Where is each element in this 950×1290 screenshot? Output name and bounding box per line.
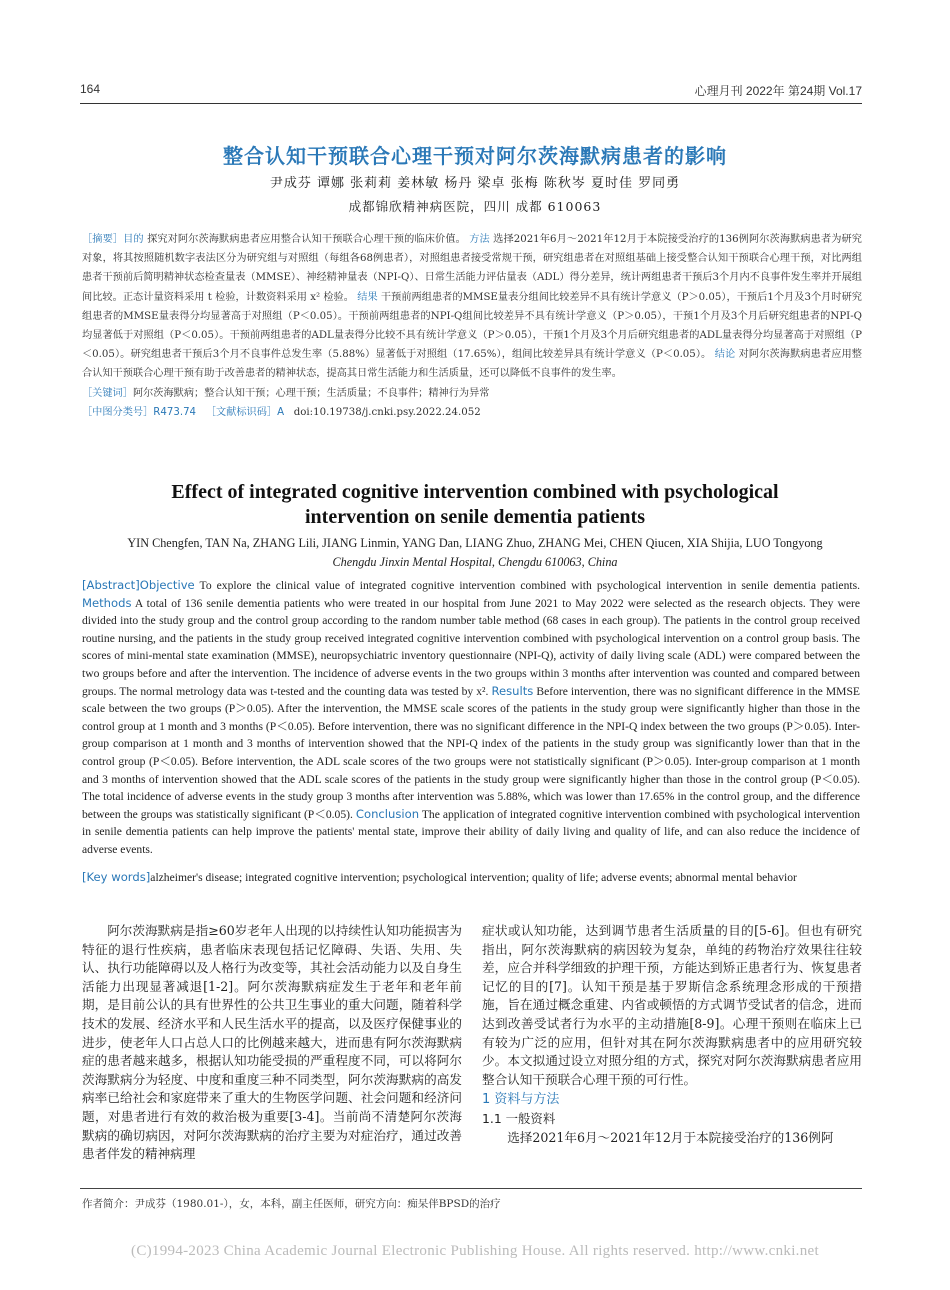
abstract-objective-label: ［摘要］目的	[82, 234, 144, 245]
abstract-conclusion-label: 结论	[714, 349, 736, 361]
header-rule	[80, 103, 862, 104]
copyright-watermark: (C)1994-2023 China Academic Journal Electronic Publishing House. All rights reserved. http://www.cnki.net	[131, 1243, 819, 1259]
doi: doi:10.19738/j.cnki.psy.2022.24.052	[293, 406, 481, 418]
abstract-methods: 选择2021年6月～2021年12月于本院接受治疗的136例阿尔茨海默病患者为研究对象，将其按照随机数字表法区分为研究组与对照组（每组各68例患者），对照组患者接受常规干预，研究组患者在对照组基础上接受整合认知干预联合心理干预，对比两组患者干预前后简明精神状态检查量表（MMSE）、神经精神量表（NPI-Q）、日常生活能力评估量表（ADL）得分差异，统计两组患者干预后3个月内不良事件发生率并开展组间比较。正态计量资料采用 t 检验，计数资料采用 x² 检验。	[82, 234, 862, 303]
en-keywords: alzheimer's disease; integrated cognitive intervention; psychological intervention; quality of life; adverse events; abnormal mental behavior	[150, 870, 797, 884]
english-abstract	[82, 577, 860, 886]
author-footnote: 作者简介：尹成芬（1980.01-），女，本科，副主任医师，研究方向：痴呆伴BPSD的治疗	[82, 1198, 501, 1210]
doc-code-label: ［文献标识码］A	[205, 406, 285, 418]
en-results-label: Results	[491, 683, 534, 698]
journal-info: 心理月刊 2022年 第24期 Vol.17	[694, 84, 862, 98]
section-heading-1-1: 1.1 一般资料	[482, 1110, 556, 1126]
chinese-title: 整合认知干预联合心理干预对阿尔茨海默病患者的影响	[223, 144, 727, 168]
english-title-line1: Effect of integrated cognitive intervention combined with psychological	[171, 481, 779, 503]
intro-paragraph-right: 症状或认知功能，达到调节患者生活质量的目的[5-6]。但也有研究指出，阿尔茨海默病的病因较为复杂，单纯的药物治疗效果往往较差，应合并科学细致的护理干预，方能达到矫正患者行为、恢复患者记忆的目的[7]。认知干预是基于罗斯信念系统理念形成的干预措施，旨在通过概念重建、内省或顿悟的方式调节受试者的信念，进而达到改善受试者行为水平的主动措施[8-9]。心理干预则在临床上已有较为广泛的应用，但针对其在阿尔茨海默病患者中的应用研究较少。本文拟通过设立对照分组的方式，探究对阿尔茨海默病患者应用整合认知干预联合心理干预的可行性。	[482, 923, 862, 1087]
abstract-conclusion: 对阿尔茨海默病患者应用整合认知干预联合心理干预有助于改善患者的精神状态，提高其日常生活能力和生活质量，还可以降低不良事件的发生率。	[82, 349, 862, 380]
running-header	[80, 82, 862, 102]
en-objective: To explore the clinical value of integrated cognitive intervention combined with psychological intervention in senile dementia patients.	[194, 579, 860, 592]
english-title	[0, 480, 950, 530]
en-methods-label: Methods	[82, 595, 132, 610]
english-keywords-line	[82, 869, 860, 887]
classification-line	[82, 403, 862, 422]
keywords: 阿尔茨海默病；整合认知干预；心理干预；生活质量；不良事件；精神行为异常	[132, 387, 490, 399]
abstract-methods-label: 方法	[469, 234, 490, 245]
methods-paragraph: 选择2021年6月～2021年12月于本院接受治疗的136例阿	[507, 1129, 834, 1145]
body-left-column	[82, 922, 462, 1164]
en-objective-label: [Abstract]Objective	[82, 578, 195, 592]
en-methods: A total of 136 senile dementia patients who were treated in our hospital from June 2021 to May 2022 were selected as the research objects. They were divided into the study group and the control group according to the random number table method (68 cases in each group). The patients in the control group received routine nursing, and the patients in the study group received integrated cognitive intervention combined with psychological intervention on a control group basis. The scores of mini-mental state examination (MMSE), neuropsychiatric inventory questionnaire (NPI-Q), activity of daily living scale (ADL) were compared between the two groups before and after the intervention. The incidence of adverse events in the two groups within 3 months after intervention was counted and compared between groups. The normal metrology data was t-tested and the counting data was tested by x².	[82, 596, 860, 698]
english-title-line2: intervention on senile dementia patients	[305, 506, 645, 528]
intro-paragraph-left: 阿尔茨海默病是指≥60岁老年人出现的以持续性认知功能损害为特征的退行性疾病，患者临床表现包括记忆障碍、失语、失用、失认、执行功能障碍以及人格行为改变等，其社会活动能力以及自身生活能力出现显著减退[1-2]。阿尔茨海默病症发生于老年和老年前期，是目前公认的具有世界性的公共卫生事业的重大问题，随着科学技术的发展、经济水平和人民生活水平的提高，以及医疗保健事业的进步，使老年人口占总人口的比例越来越大，进而患有阿尔茨海默病症的患者越来越多，根据认知功能受损的严重程度不同，可以将阿尔茨海默病分为轻度、中度和重度三种不同类型，阿尔茨海默病的高发病率已给社会和家庭带来了重大的生物医学问题、社会问题和经济问题，对患者进行有效的救治极为重要[3-4]。当前尚不清楚阿尔茨海默病的确切病因，对阿尔茨海默病的治疗主要为对症治疗，通过改善患者伴发的精神病理	[82, 923, 462, 1162]
english-authors: YIN Chengfen, TAN Na, ZHANG Lili, JIANG Linmin, YANG Dan, LIANG Zhuo, ZHANG Mei, CHEN Qiucen, XIA Shijia, LUO Tongyong	[127, 536, 823, 550]
en-conclusion: The application of integrated cognitive intervention combined with psychological intervention in senile dementia patients can help improve the patients' mental state, improve their ability of daily living and quality of life, and can also reduce the incidence of adverse events.	[82, 807, 860, 856]
en-keywords-label: [Key words]	[82, 869, 151, 884]
section-heading-1: 1 资料与方法	[482, 1092, 560, 1108]
chinese-abstract	[82, 230, 862, 422]
page-number: 164	[80, 82, 101, 96]
keywords-label: ［关键词］	[82, 387, 133, 399]
en-conclusion-label: Conclusion	[355, 806, 420, 821]
abstract-objective: 探究对阿尔茨海默病患者应用整合认知干预联合心理干预的临床价值。	[147, 234, 466, 245]
en-results: Before intervention, there was no significant difference in the MMSE scale between the two groups (P＞0.05). After the intervention, the MMSE scale scores of the patients in the study group were significantly higher than those in the control group at 1 month and 3 months (P＜0.05). Before intervention, there was no significant difference in the NPI-Q index between the two groups (P＞0.05). Inter-group comparison at 1 month and 3 months of intervention showed that the NPI-Q index of the patients in the study group was significantly lower than that in the control group (P＜0.05). Before intervention, the ADL scale scores of the two groups were not statistically significant (P＞0.05). Inter-group comparison at 1 month and 3 months of intervention showed that the ADL scale scores of the patients in the study group were significantly higher than those in the control group (P＜0.05). The total incidence of adverse events in the study group 3 months after intervention was 5.88%, which was lower than 17.65% in the control group, and the difference between the groups was statistically significant (P＜0.05).	[82, 684, 860, 821]
footnote-rule	[80, 1188, 862, 1189]
body-right-column	[482, 922, 862, 1147]
english-affiliation: Chengdu Jinxin Mental Hospital, Chengdu 610063, China	[332, 555, 618, 569]
abstract-results: 干预前两组患者的MMSE量表分组间比较差异不具有统计学意义（P＞0.05），干预后1个月及3个月时研究组患者的MMSE量表得分均显著高于对照组（P＜0.05）。干预前两组患者的NPI-Q组间比较差异不具有统计学意义（P＞0.05），干预1个月及3个月后研究组患者的NPI-Q均显著低于对照组（P＜0.05）。干预前两组患者的ADL量表得分比较不具有统计学意义（P＞0.05），干预1个月及3个月后研究组患者的ADL量表得分均显著高于对照组（P＜0.05）。研究组患者干预后3个月不良事件总发生率（5.88%）显著低于对照组（17.65%），组间比较差异具有统计学意义（P＜0.05）。	[82, 291, 862, 361]
abstract-results-label: 结果	[357, 291, 378, 303]
chinese-authors: 尹成芬 谭娜 张莉莉 姜林敏 杨丹 梁卓 张梅 陈秋岑 夏时佳 罗同勇	[269, 176, 681, 191]
chinese-affiliation: 成都锦欣精神病医院，四川 成都 610063	[348, 199, 602, 214]
clc-label: ［中图分类号］R473.74	[82, 406, 197, 418]
chinese-keywords-line	[82, 384, 862, 403]
